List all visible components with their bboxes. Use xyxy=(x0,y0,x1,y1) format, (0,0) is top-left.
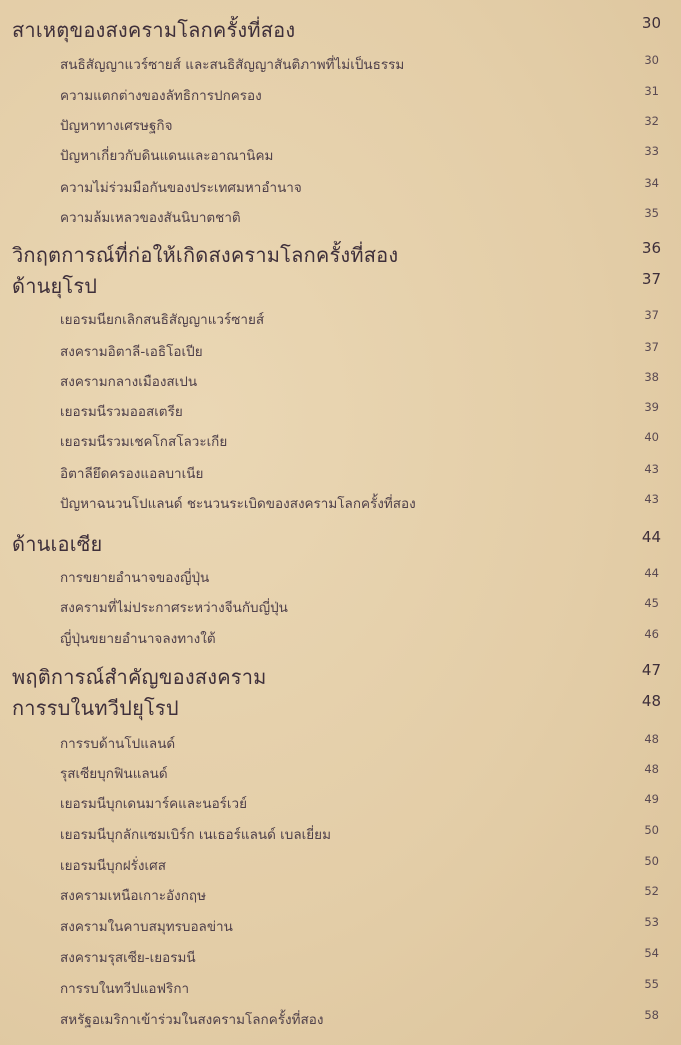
toc-page-number: 39 xyxy=(644,400,659,414)
toc-entry-row xyxy=(0,492,681,514)
toc-page-number: 33 xyxy=(644,144,659,158)
toc-entry-row xyxy=(0,915,681,937)
toc-entry-title: สหรัฐอเมริกาเข้าร่วมในสงครามโลกครั้งที่สอง xyxy=(60,1012,324,1028)
toc-page-number: 53 xyxy=(644,915,659,929)
toc-entry-title: สงครามอิตาลี-เอธิโอเปีย xyxy=(60,344,203,360)
toc-heading-title: ด้านเอเซีย xyxy=(12,532,103,556)
toc-entry-title: สงครามเหนือเกาะอังกฤษ xyxy=(60,888,207,904)
toc-heading-title: พฤติการณ์สำคัญของสงคราม xyxy=(12,665,267,689)
toc-page-number: 48 xyxy=(641,692,661,710)
toc-page-number: 54 xyxy=(644,946,659,960)
toc-page-number: 44 xyxy=(644,566,659,580)
toc-entry-row xyxy=(0,53,681,75)
toc-entry-title: ปัญหาทางเศรษฐกิจ xyxy=(60,118,173,134)
toc-heading-title: วิกฤตการณ์ที่ก่อให้เกิดสงครามโลกครั้งที่สอง xyxy=(12,243,399,267)
toc-page-number: 58 xyxy=(644,1008,659,1022)
toc-page-number: 40 xyxy=(644,430,659,444)
toc-page-number: 43 xyxy=(644,492,659,506)
toc-heading-row xyxy=(0,692,681,724)
toc-entry-row xyxy=(0,884,681,906)
toc-entry-title: เยอรมนีรวมเชคโกสโลวะเกีย xyxy=(60,434,228,450)
toc-entry-title: สนธิสัญญาแวร์ซายส์ และสนธิสัญญาสันติภาพที่ไม่เป็นธรรม xyxy=(60,57,405,73)
toc-entry-row xyxy=(0,308,681,330)
toc-entry-title: เยอรมนีบุกฝรั่งเศส xyxy=(60,858,166,874)
toc-entry-title: เยอรมนีบุกลักแซมเบิร์ก เนเธอร์แลนด์ เบลเยี่ยม xyxy=(60,827,331,843)
toc-page-number: 50 xyxy=(644,823,659,837)
toc-page-number: 34 xyxy=(644,176,659,190)
toc-page-number: 31 xyxy=(644,84,659,98)
toc-entry-row xyxy=(0,206,681,228)
toc-page-number: 30 xyxy=(644,53,659,67)
toc-page-number: 38 xyxy=(644,370,659,384)
toc-page-number: 52 xyxy=(644,884,659,898)
toc-entry-title: ปัญหาเกี่ยวกับดินแดนและอาณานิคม xyxy=(60,148,274,164)
toc-entry-row xyxy=(0,732,681,754)
toc-page-number: 46 xyxy=(644,627,659,641)
toc-entry-title: การรบในทวีปแอฟริกา xyxy=(60,981,190,997)
toc-entry-row xyxy=(0,977,681,999)
toc-entry-row xyxy=(0,462,681,484)
toc-page-number: 37 xyxy=(644,308,659,322)
toc-entry-row xyxy=(0,1008,681,1030)
toc-page-number: 37 xyxy=(641,270,661,288)
toc-page-number: 48 xyxy=(644,732,659,746)
toc-entry-row xyxy=(0,854,681,876)
toc-entry-row xyxy=(0,176,681,198)
toc-page-number: 37 xyxy=(644,340,659,354)
toc-entry-row xyxy=(0,84,681,106)
toc-entry-title: อิตาลียึดครองแอลบาเนีย xyxy=(60,466,204,482)
toc-entry-title: สงครามที่ไม่ประกาศระหว่างจีนกับญี่ปุ่น xyxy=(60,600,288,616)
toc-page-number: 32 xyxy=(644,114,659,128)
toc-entry-row xyxy=(0,596,681,618)
toc-entry-title: ความล้มเหลวของสันนิบาตชาติ xyxy=(60,210,241,226)
toc-entry-row xyxy=(0,430,681,452)
toc-entry-title: เยอรมนีรวมออสเตรีย xyxy=(60,404,183,420)
toc-page-number: 45 xyxy=(644,596,659,610)
toc-entry-title: การรบด้านโปแลนด์ xyxy=(60,736,176,752)
toc-entry-title: ความแตกต่างของลัทธิการปกครอง xyxy=(60,88,262,104)
toc-page-number: 50 xyxy=(644,854,659,868)
toc-entry-title: เยอรมนีบุกเดนมาร์คและนอร์เวย์ xyxy=(60,796,248,812)
toc-entry-row xyxy=(0,792,681,814)
toc-heading-row xyxy=(0,14,681,46)
toc-entry-row xyxy=(0,627,681,649)
toc-heading-row xyxy=(0,528,681,560)
toc-entry-row xyxy=(0,340,681,362)
toc-heading-title: ด้านยุโรป xyxy=(12,274,98,298)
toc-heading-row xyxy=(0,661,681,693)
toc-entry-title: สงครามกลางเมืองสเปน xyxy=(60,374,198,390)
toc-entry-title: ญี่ปุ่นขยายอำนาจลงทางใต้ xyxy=(60,631,216,647)
toc-entry-title: ความไม่ร่วมมือกันของประเทศมหาอำนาจ xyxy=(60,180,302,196)
toc-entry-title: รุสเซียบุกฟินแลนด์ xyxy=(60,766,168,782)
toc-heading-row xyxy=(0,239,681,271)
toc-entry-title: สงครามในคาบสมุทรบอลข่าน xyxy=(60,919,233,935)
toc-heading-row xyxy=(0,270,681,302)
toc-entry-title: ปัญหาฉนวนโปแลนด์ ชะนวนระเบิดของสงครามโลกครั้งที่สอง xyxy=(60,496,416,512)
toc-entry-row xyxy=(0,946,681,968)
toc-page-number: 49 xyxy=(644,792,659,806)
toc-entry-row xyxy=(0,400,681,422)
toc-page-number: 48 xyxy=(644,762,659,776)
toc-page-number: 43 xyxy=(644,462,659,476)
toc-entry-title: การขยายอำนาจของญี่ปุ่น xyxy=(60,570,210,586)
toc-entry-row xyxy=(0,114,681,136)
toc-entry-row xyxy=(0,144,681,166)
toc-heading-title: สาเหตุของสงครามโลกครั้งที่สอง xyxy=(12,18,296,42)
toc-entry-row xyxy=(0,762,681,784)
toc-entry-title: เยอรมนียกเลิกสนธิสัญญาแวร์ซายส์ xyxy=(60,312,265,328)
toc-entry-row xyxy=(0,370,681,392)
toc-page-number: 44 xyxy=(641,528,661,546)
toc-entry-row xyxy=(0,823,681,845)
toc-entry-row xyxy=(0,566,681,588)
toc-entry-title: สงครามรุสเซีย-เยอรมนี xyxy=(60,950,196,966)
toc-heading-title: การรบในทวีปยุโรป xyxy=(12,696,179,720)
toc-page-number: 30 xyxy=(641,14,661,32)
toc-page-number: 36 xyxy=(641,239,661,257)
toc-page-number: 47 xyxy=(641,661,661,679)
toc-page-number: 35 xyxy=(644,206,659,220)
toc-page-number: 55 xyxy=(644,977,659,991)
